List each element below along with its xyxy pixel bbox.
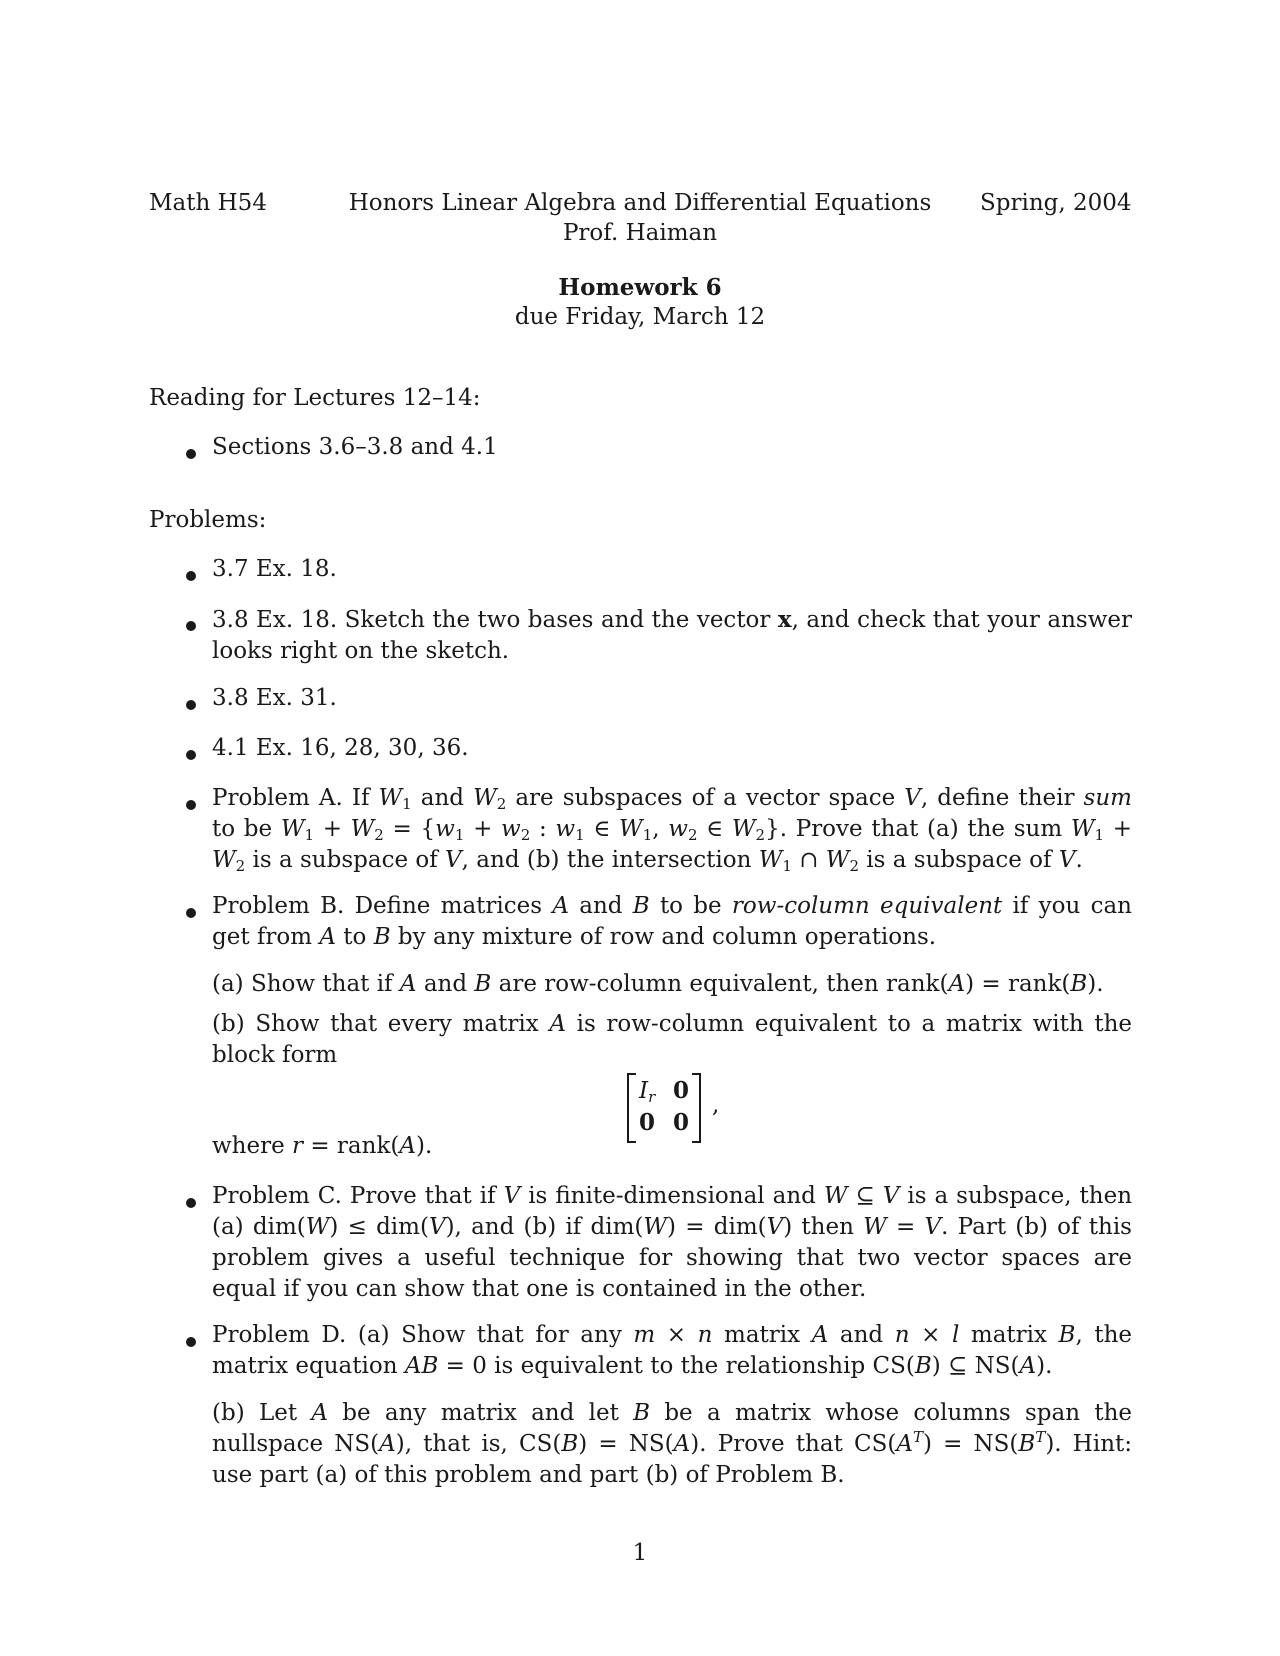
professor-name: Prof. Haiman xyxy=(562,220,718,246)
semester-label: Spring, 2004 xyxy=(980,190,1132,216)
reading-item: Sections 3.6–3.8 and 4.1 xyxy=(212,434,498,460)
problem-item-3-7: 3.7 Ex. 18. xyxy=(212,556,337,582)
problem-b-where: where r = rank(A). xyxy=(212,1133,433,1159)
bullet xyxy=(186,571,196,581)
problem-b-part-a: (a) Show that if A and B are row-column equivalent, then rank(A) = rank(B). xyxy=(212,971,1104,997)
bullet xyxy=(186,1337,196,1347)
problem-b-intro: Problem B. Define matrices A and B to be row-column equivalent if you can get from A to B by any mixture of row and column operations. xyxy=(212,893,1132,950)
problem-item-4-1: 4.1 Ex. 16, 28, 30, 36. xyxy=(212,735,469,761)
problem-b-part-b: (b) Show that every matrix A is row-column equivalent to a matrix with the block form xyxy=(212,1011,1132,1068)
bullet xyxy=(186,700,196,710)
block-matrix: $I_r$ 0 0 0 xyxy=(625,1073,707,1141)
problem-item-3-8-31: 3.8 Ex. 31. xyxy=(212,685,337,711)
problems-heading: Problems: xyxy=(149,507,267,533)
bullet xyxy=(186,750,196,760)
due-date: due Friday, March 12 xyxy=(514,304,766,330)
course-label: Math H54 xyxy=(149,190,267,216)
bullet xyxy=(186,449,196,459)
course-title: Honors Linear Algebra and Differential Equations xyxy=(348,190,932,216)
page-number: 1 xyxy=(632,1540,648,1566)
problem-d-part-a: Problem D. (a) Show that for any m × n matrix A and n × l matrix B, the matrix equation AB = 0 is equivalent to the relationship CS(B) ⊆ NS(A). xyxy=(212,1322,1132,1379)
problem-c: Problem C. Prove that if V is finite-dimensional and W ⊆ V is a subspace, then (a) dim(W) ≤ dim(V), and (b) if dim(W) = dim(V) then W = V. Part (b) of this problem gives a useful technique for showing that two vector spaces are equal if you can show that one is contained in the other. xyxy=(212,1183,1133,1302)
bullet xyxy=(186,1198,196,1208)
problem-a: Problem A. If $W_1$ and $W_2$ are subspaces of a vector space V, define their sum to be $W_1 + W_2 = \{w_1 + w_2$ : $w_1$ ∈ $W_1$, $w_2$ ∈ $W_2$}. Prove that (a) the sum $W_1 + W_2$ is a subspace of V, and (b) the intersection $W_1$ ∩ $W_2$ is a subspace of V. xyxy=(212,785,1133,875)
matrix-comma: , xyxy=(712,1092,720,1118)
bullet xyxy=(186,621,196,631)
reading-heading: Reading for Lectures 12–14: xyxy=(149,385,481,411)
bullet xyxy=(186,800,196,810)
problem-d-part-b: (b) Let A be any matrix and let B be a matrix whose columns span the nullspace NS(A), that is, CS(B) = NS(A). Prove that $CS(A^T) = NS(B^T)$. Hint: use part (a) of this problem and part (b) of Problem B. xyxy=(212,1400,1133,1488)
problem-item-3-8-sketch: 3.8 Ex. 18. Sketch the two bases and the vector x, and check that your answer looks right on the sketch. xyxy=(212,606,1132,664)
assignment-title: Homework 6 xyxy=(558,274,722,301)
bullet xyxy=(186,908,196,918)
